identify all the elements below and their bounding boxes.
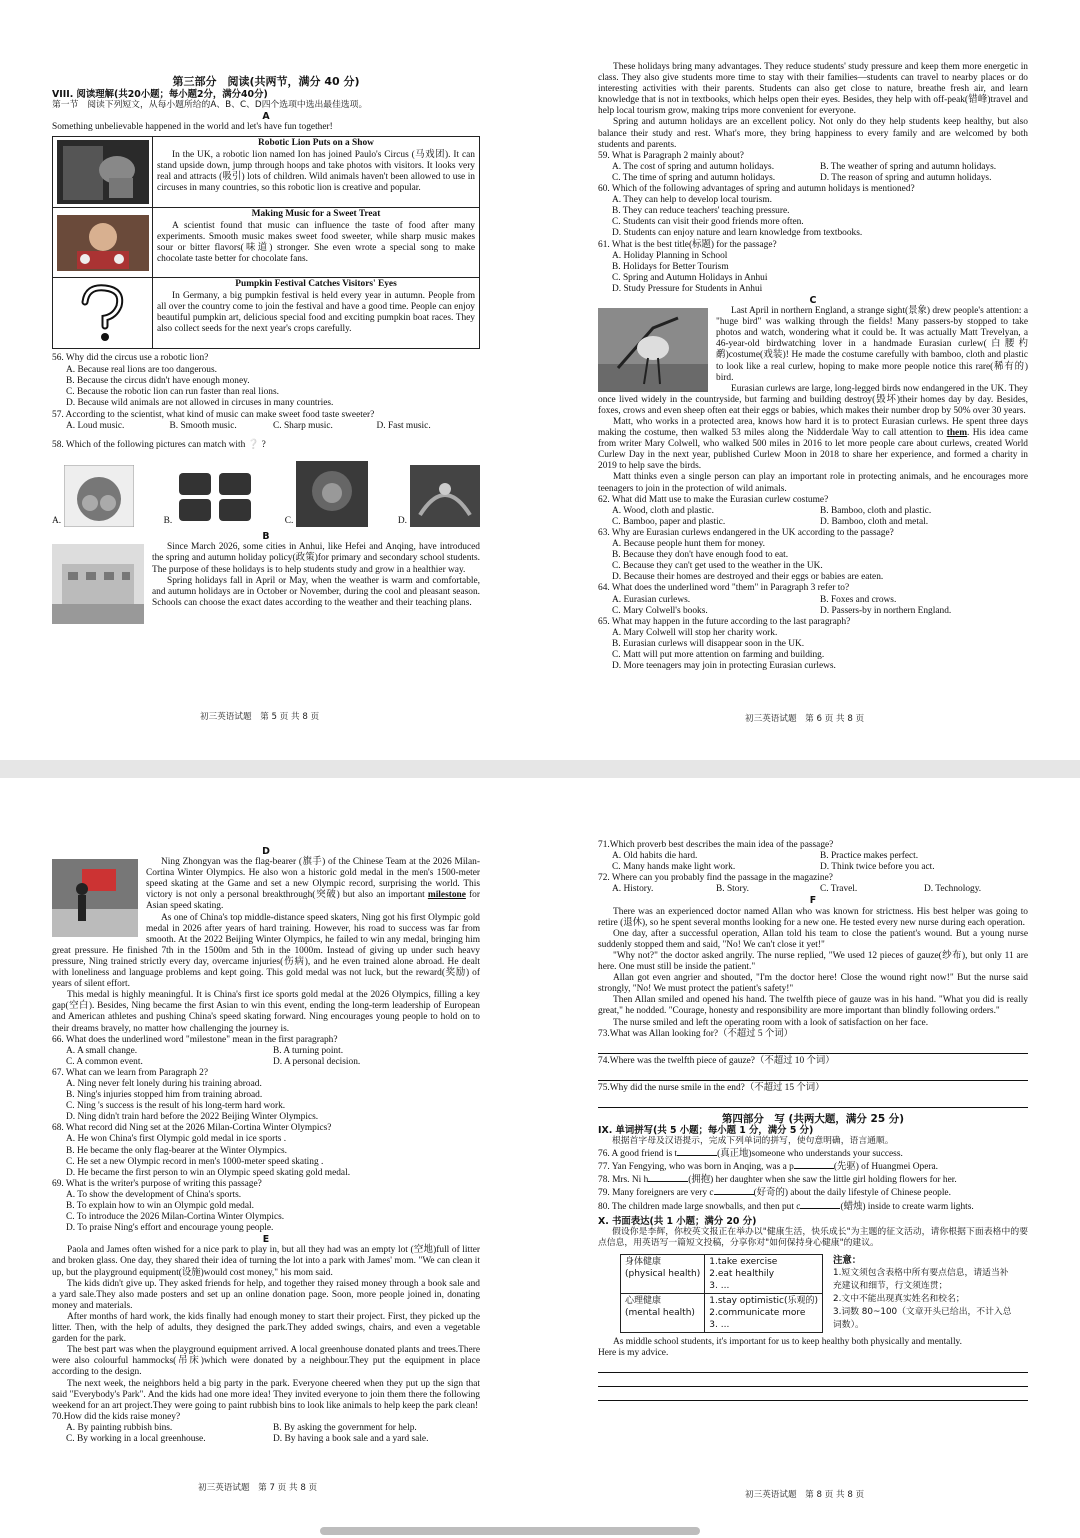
- passage-b-letter: B: [262, 531, 270, 543]
- option: D. Ning didn't train hard before the 2022 Beijing Winter Olympics.: [66, 1112, 319, 1123]
- text-span: . His idea came from writer Mary Colwell, who walked 500 miles in 2016 to let more people care about curlews, created World Curlew Day in the next year, published Curlew Moon in 2018 to share her experience, and formed a charity in 2019 to help save the birds.: [598, 428, 1028, 472]
- option-label: B.: [163, 516, 173, 527]
- question-64: 64. What does the underlined word "them" in Paragraph 3 refer to?: [598, 583, 850, 594]
- speed-skater-photo: [52, 859, 138, 937]
- news-item: [53, 278, 479, 348]
- passage-f-paragraph: There was an experienced doctor named Allan who was known for strictness. His best helper was going to retire (退休), so he spent several months looking for a new one. He tested every new nurse during each operation.: [598, 906, 1028, 928]
- option: D. Technology.: [924, 884, 982, 895]
- question-75: 75.Why did the nurse smile in the end?（不超过 15 个词）: [598, 1082, 825, 1093]
- passage-f-paragraph: One day, after a successful operation, Allan told his team to close the patient's wound. But a young nurse suddenly stopped them and said, "No! We can't close it yet!": [598, 928, 1028, 950]
- option: D. Think twice before you act.: [820, 862, 935, 873]
- option: D. Passers-by in northern England.: [820, 605, 952, 616]
- writing-line[interactable]: [598, 1389, 1028, 1401]
- question-67: 67. What can we learn from Paragraph 2?: [52, 1067, 209, 1078]
- news-item: [53, 208, 479, 278]
- option: D. More teenagers may join in protecting Eurasian curlews.: [612, 661, 836, 672]
- lion-statue-icon: [296, 461, 368, 527]
- key-cn: 心理健康: [625, 1295, 662, 1306]
- option: A. Mary Colwell will stop her charity work.: [612, 627, 778, 638]
- passage-d-paragraph: As one of China's top middle-distance speed skaters, Ning got his first Olympic gold medal in 2026 after years of hard training. However, his road to success was far from smooth. At the 2022 Beijing Winter Olympics, he failed to win any medal, bringing him great pressure. He finished 7th in the 1500m and 5th in the 1000m. Instead of giving up under such heavy pressure, Ning trained strictly every day, overcame injuries(伤病), and he even trained alone abroad. He dealt with loneliness and language problems and kept going. This gold medal was not luck, but the reward(奖励) of years of silent effort.: [52, 912, 480, 990]
- notes-title: 注意：: [833, 1254, 862, 1266]
- option: B. Story.: [716, 884, 749, 895]
- question-65: 65. What may happen in the future according to the last paragraph?: [598, 616, 851, 627]
- option: A. Ning never felt lonely during his training abroad.: [66, 1078, 262, 1089]
- question-59: 59. What is Paragraph 2 mainly about?: [598, 150, 744, 161]
- news-body: In the UK, a robotic lion named Ion has joined Paulo's Circus (马戏团). It can stand upside down, jump through hoops and take photos with visitors. It looks very real and attracts (吸引) lots of children. Wild animals haven't been allowed to use in circuses in many countries, so this robotic lion is creative and popular.: [157, 149, 475, 193]
- spelling-78: [598, 1173, 1028, 1186]
- options-row: [598, 884, 1028, 895]
- option: C. Mary Colwell's books.: [612, 605, 708, 616]
- news-title: Robotic Lion Puts on a Show: [258, 138, 374, 149]
- option: C. By working in a local greenhouse.: [66, 1433, 206, 1444]
- text-span: Matt, who works in a protected area, knows how hard it is to protect Eurasian curlews. He spent three days making the costume, then walked 53 miles along the Nidderdale Way to call attention to: [598, 417, 1028, 439]
- option: B. By asking the government for help.: [273, 1422, 417, 1433]
- tip-item: 1.take exercise: [709, 1256, 778, 1267]
- question-62: 62. What did Matt use to make the Eurasian curlew costume?: [598, 494, 829, 505]
- text-span: (拥抱) her daughter when she saw the little girl holding flowers for her.: [688, 1175, 957, 1186]
- options-row: [52, 1423, 480, 1434]
- option: B. Because they don't have enough food to eat.: [612, 550, 789, 561]
- passage-b-paragraph: Since March 2026, some cities in Anhui, like Hefei and Anqing, have introduced the spring and autumn holiday policy(政策)for primary and secondary school students. The purpose of these holidays is to help students study and grow in a healthier way.: [152, 542, 480, 575]
- tip-item: 1.stay optimistic(乐观的): [709, 1295, 818, 1306]
- tip-item: 2.eat healthily: [709, 1268, 775, 1279]
- question-70: 70.How did the kids raise money?: [52, 1411, 181, 1422]
- music-dancer-icon: [410, 465, 480, 527]
- question-58-end: ?: [261, 440, 266, 451]
- notes-box: [833, 1254, 1013, 1333]
- blank-field[interactable]: [800, 1200, 840, 1209]
- key-en: (mental health): [625, 1307, 695, 1318]
- option: A. Because people hunt them for money.: [612, 539, 765, 550]
- option: A. Holiday Planning in School: [612, 250, 728, 261]
- question-61: 61. What is the best title(标题) for the passage?: [598, 239, 777, 250]
- passage-f-paragraph: The nurse smiled and left the operating room with a look of satisfaction on her face.: [613, 1017, 929, 1028]
- spelling-76: [598, 1147, 1028, 1160]
- passage-c-letter: C: [809, 294, 817, 306]
- passage-b-paragraph: Spring holidays fall in April or May, when the weather is warm and comfortable, and autumn holidays are in October or November, during the cool and pleasant season. Schools can choose the exact dates according to the weather and their teaching plans.: [152, 575, 480, 608]
- page-7: [52, 846, 480, 1445]
- news-title: Pumpkin Festival Catches Visitors' Eyes: [235, 279, 397, 290]
- passage-a-letter: A: [262, 111, 270, 123]
- passage-f-paragraph: Allan got even angrier and shouted, "I'm the doctor here! Close the wound right now!" But the nurse said strongly, "No! We must protect the patient's safety!": [598, 973, 1028, 995]
- question-72: 72. Where can you probably find the passage in the magazine?: [598, 873, 833, 884]
- option: C. He set a new Olympic record in men's 1000-meter speed skating .: [66, 1156, 324, 1167]
- writing-line[interactable]: [598, 1375, 1028, 1387]
- spelling-80: [598, 1200, 1028, 1213]
- question-68: 68. What record did Ning set at the 2026 Milan-Cortina Winter Olympics?: [52, 1123, 332, 1134]
- option: A. Old habits die hard.: [612, 851, 698, 862]
- question-73: 73.What was Allan looking for?（不超过 5 个词）: [598, 1028, 794, 1039]
- passage-c-paragraph: [598, 417, 1028, 472]
- passage-e-paragraph: After months of hard work, the kids finally had enough money to start their project. First, they picked up the litter. Then, with the help of adults, they designed the park.They added swings, chairs, and even a vegetable garden for the park.: [52, 1311, 480, 1345]
- option: A. Wood, cloth and plastic.: [612, 505, 714, 516]
- option: A. To show the development of China's sports.: [66, 1189, 242, 1200]
- option: A. A small change.: [66, 1045, 138, 1056]
- part-10-heading: X. 书面表达(共 1 小题；满分 20 分): [598, 1215, 757, 1227]
- question-58: [52, 440, 480, 451]
- option: A. He won China's first Olympic gold medal in ice sports .: [66, 1134, 287, 1145]
- news-body: A scientist found that music can influence the taste of food after many experiments. Smooth music makes sweet food sweeter, while sharp music makes sour or bitter flavors(味道) stronger. She even wrote a special song to make chocolate taste better for chocolate fans.: [157, 220, 475, 264]
- question-58-text: 58. Which of the following pictures can match with: [52, 440, 246, 451]
- option: C. Spring and Autumn Holidays in Anhui: [612, 272, 768, 283]
- page-6: [598, 62, 1028, 672]
- option: D. To praise Ning's effort and encourage young people.: [66, 1223, 274, 1234]
- option: B. To explain how to win an Olympic gold medal.: [66, 1201, 254, 1211]
- news-item: [53, 137, 479, 208]
- option: B. The weather of spring and autumn holidays.: [820, 161, 997, 172]
- option: C. A common event.: [66, 1056, 143, 1067]
- exam-sheet-top: [0, 0, 1080, 760]
- option: C. Travel.: [820, 884, 858, 895]
- option: B. A turning point.: [273, 1045, 344, 1056]
- option: B. Eurasian curlews will disappear soon in the UK.: [612, 638, 805, 649]
- writing-prompt-area: [598, 1254, 1028, 1333]
- option: A. Loud music.: [66, 421, 125, 432]
- essay-start-2: Here is my advice.: [598, 1348, 669, 1358]
- page-footer: 初三英语试题 第 5 页 共 8 页: [200, 712, 320, 722]
- page-5: [52, 0, 480, 626]
- page-footer: 初三英语试题 第 6 页 共 8 页: [745, 714, 865, 724]
- part-9-instructions: 根据首字母及汉语提示，完成下列单词的拼写，使句意明确，语言通顺。: [612, 1136, 894, 1147]
- table-key: [621, 1293, 705, 1332]
- options-row: [598, 862, 1028, 873]
- passage-b-paragraph: These holidays bring many advantages. They reduce students' study pressure and keep them more energetic in class. They also give students more time to stay with their families—students can travel to nearby places or do interesting activities with their parents. Students can also get close to nature, breathe fresh air, and learn knowledge that is not in textbooks, which helps open their eyes. Besides, they help with off-peak(错峰)travel and help local tourism grow, making trips more convenient for everyone.: [598, 62, 1028, 117]
- page-8: [598, 840, 1028, 1403]
- table-key: [621, 1254, 705, 1293]
- text-span: 77. Yan Fengying, who was born in Anqing, was a p: [598, 1162, 794, 1173]
- underlined-word-them: them: [946, 428, 968, 439]
- passage-c-paragraph: Last April in northern England, a strange sight(景象) drew people's attention: a "huge bird" was walking through the fields! Many passers-by stopped to take photos and watch, wondering what it could be. It was actually Matt Trevelyan, a 46-year-old birdwatching lover in a handmade Eurasian curlew(白腰杓鹬)costume(戏装)! He made the costume carefully with bamboo, cloth and plastic to look like a real curlew, hoping to make more people notice this rare(稀有的) bird.: [716, 306, 1028, 383]
- passage-a-intro: Something unbelievable happened in the world and let's have fun together!: [52, 122, 333, 133]
- passage-e-paragraph: The next week, the neighbors held a big party in the park. Everyone cheered when they put up the sign that said "Everybody's Park". And the kids had one more idea! They invited everyone to join them there the following weekend for an art project.They were going to paint rubbish bins to look like animals to help keep the park clean!: [52, 1378, 480, 1411]
- text-span: (蜡烛) inside to create warm lights.: [840, 1201, 974, 1212]
- options-row: [598, 162, 1028, 173]
- underlined-word-milestone: milestone: [427, 890, 466, 901]
- option: C. Many hands make light work.: [612, 862, 736, 873]
- question-74: 74.Where was the twelfth piece of gauze?（不超过 10 个词）: [598, 1055, 835, 1066]
- curlew-costume-photo: [598, 308, 708, 392]
- option: B. Because the circus didn't have enough money.: [66, 375, 250, 386]
- option: B. He became the only flag-bearer at the Winter Olympics.: [66, 1145, 287, 1156]
- option: C. Because the robotic lion can run faster than real lions.: [66, 386, 279, 397]
- passage-e-paragraph: The best part was when the playground equipment arrived. A local greenhouse donated plants and trees.There were also colourful hammocks(吊床)which were donated by a neighbour.They put the equipment in place according to the design.: [52, 1345, 480, 1378]
- passage-c-paragraph: Eurasian curlews are large, long-legged birds now endangered in the UK. They once lived widely in the countryside, but farming and building destroy(毁坏)their homes day by day. Besides, foxes, crows and even sheep often eat their eggs or babies, which makes their number drop by 50% over 30 years.: [598, 383, 1028, 416]
- passage-e-paragraph: The kids didn't give up. They asked friends for help, and together they raised money through a book sale and a yard sale.They also made posters and set up an online donation page. Soon, more people joined in, donating money and materials.: [52, 1278, 480, 1311]
- blank-field[interactable]: [794, 1160, 834, 1169]
- question-57: 57. According to the scientist, what kind of music can make sweet food taste sweeter?: [52, 409, 375, 420]
- text-span: 80. The children made large snowballs, and then put c: [598, 1201, 801, 1212]
- option: A. They can help to develop local tourism.: [612, 195, 772, 206]
- option: B. Foxes and crows.: [820, 594, 897, 605]
- blank-field[interactable]: [677, 1147, 717, 1156]
- option: A. Because real lions are too dangerous.: [66, 364, 217, 375]
- page-footer: 初三英语试题 第 7 页 共 8 页: [198, 1483, 318, 1493]
- section-1-instructions: 第一节 阅读下列短文，从每小题所给的A、B、C、D四个选项中选出最佳选项。: [52, 100, 368, 111]
- options-row: [598, 173, 1028, 184]
- text-span: 76. A good friend is t: [598, 1149, 678, 1160]
- option: D. Because their homes are destroyed and their eggs or babies are eaten.: [612, 572, 884, 583]
- blank-field[interactable]: [648, 1173, 688, 1182]
- text-span: for Asian speed skating.: [146, 890, 480, 912]
- part-10-instructions: 假设你是李辉，你校英文报正在举办以"健康生活，快乐成长"为主题的征文活动，请你根据下面表格中的要点信息，用英语写一篇短文投稿，分享你对"如何保持身心健康"的建议。: [598, 1226, 1028, 1248]
- option: A. The cost of spring and autumn holidays.: [612, 161, 775, 172]
- option: D. The reason of spring and autumn holidays.: [820, 172, 992, 183]
- option-label: A.: [52, 516, 62, 527]
- question-60: 60. Which of the following advantages of spring and autumn holidays is mentioned?: [598, 184, 915, 195]
- part-8-heading: VIII. 阅读理解(共20小题；每小题2分，满分40分): [52, 89, 268, 101]
- text-span: 78. Mrs. Ni h: [598, 1175, 649, 1186]
- recycle-bins-icon: [175, 465, 255, 527]
- question-69: 69. What is the writer's purpose of writing this passage?: [52, 1178, 262, 1189]
- table-row: [621, 1254, 823, 1293]
- news-body: In Germany, a big pumpkin festival is held every year in autumn. People from all over the country come to join the festival and have a good time. People can enjoy beautiful pumpkin art, delicious special food and exciting pumpkin boat races. They also collect seeds for the next year's crops carefully.: [157, 290, 475, 334]
- answer-line[interactable]: [598, 1096, 1028, 1108]
- option: D. Fast music.: [376, 421, 431, 432]
- passage-e-paragraph: Paola and James often wished for a nice park to play in, but all they had was an empty lot (空地)full of litter and broken glass. One day, they shared their idea of turning the lot into a park with James' mom. "We can clean it up, but the playground equipment(设施)would cost money," his mom said.: [52, 1245, 480, 1278]
- options-row: [52, 421, 480, 432]
- option: D. Bamboo, cloth and metal.: [820, 516, 929, 527]
- spelling-77: [598, 1160, 1028, 1173]
- option: B. They can reduce teachers' teaching pressure.: [612, 206, 790, 217]
- text-span: (好奇的) about the daily lifestyle of Chinese people.: [753, 1188, 951, 1199]
- options-row: [598, 851, 1028, 862]
- options-row: [598, 517, 1028, 528]
- option: B. Practice makes perfect.: [820, 851, 919, 862]
- text-span: 79. Many foreigners are very c: [598, 1188, 714, 1199]
- key-cn: 身体健康: [625, 1256, 662, 1267]
- option: C. Sharp music.: [273, 421, 333, 432]
- passage-f-paragraph: "Why not?" the doctor asked angrily. The nurse replied, "We used 12 pieces of gauze(纱布), but only 11 are here. One must still be inside the patient.": [598, 950, 1028, 973]
- music-food-photo: [53, 208, 153, 277]
- section-title: 第三部分 阅读(共两节，满分 40 分): [172, 75, 360, 88]
- options-row: [52, 1057, 480, 1068]
- key-en: (physical health): [625, 1268, 701, 1279]
- passage-c-paragraph: Matt thinks even a single person can play an important role in protecting animals, and he encourages more teenagers to join in the protection of wild animals.: [598, 472, 1028, 494]
- question-63: 63. Why are Eurasian curlews endangered in the UK according to the passage?: [598, 527, 894, 538]
- question-mark-icon: [53, 278, 153, 348]
- note-item: 3.词数 80~100（文章开头已给出，不计入总词数）。: [833, 1306, 1012, 1330]
- option: D. Students can enjoy nature and learn knowledge from textbooks.: [612, 228, 863, 239]
- table-value: [705, 1293, 823, 1332]
- school-building-photo: [52, 544, 144, 624]
- option: D. By having a book sale and a yard sale.: [273, 1433, 429, 1444]
- option: D. A personal decision.: [273, 1056, 361, 1067]
- writing-line[interactable]: [598, 1361, 1028, 1373]
- note-item: 2.文中不能出现真实姓名和校名；: [833, 1293, 965, 1304]
- spelling-79: [598, 1186, 1028, 1199]
- pumpkin-picture-icon: [64, 465, 134, 527]
- option: C. Matt will put more attention on farming and building.: [612, 649, 825, 660]
- option: D. He became the first person to win an Olympic speed skating gold medal.: [66, 1167, 351, 1178]
- option-label: C.: [284, 516, 294, 527]
- essay-start: As middle school students, it's important for us to keep healthy both physically and mentally.: [613, 1336, 962, 1347]
- option: A. By painting rubbish bins.: [66, 1422, 173, 1433]
- text-span: Ning Zhongyan was the flag-bearer (旗手) of the Chinese Team at the 2026 Milan-Cortina Winter Olympics. He also won a historic gold medal in the men's 1500-meter speed skating at the Game and set a new Olympic record, surprising the world. This victory is not only a personal breakthrough(突破) but also an important: [146, 857, 480, 901]
- options-row: [598, 595, 1028, 606]
- option: A. Eurasian curlews.: [612, 594, 691, 605]
- part-4-heading: 第四部分 写 (共两大题，满分 25 分): [721, 1112, 905, 1125]
- option: C. Bamboo, paper and plastic.: [612, 516, 726, 527]
- option: C. Because they can't get used to the weather in the UK.: [612, 561, 823, 572]
- answer-line[interactable]: [598, 1042, 1028, 1054]
- blank-field[interactable]: [714, 1186, 754, 1195]
- note-item: 1.短文须包含表格中所有要点信息，请适当补充建议和细节，行文须连贯；: [833, 1267, 1009, 1291]
- option: A. History.: [612, 884, 654, 895]
- text-span: (真正地)someone who understands your success.: [717, 1149, 903, 1160]
- page-footer: 初三英语试题 第 8 页 共 8 页: [745, 1490, 865, 1500]
- tips-table: [620, 1254, 823, 1333]
- question-71: 71.Which proverb best describes the main idea of the passage?: [598, 840, 834, 850]
- small-question-mark-icon: ❔: [247, 440, 260, 451]
- tip-item: 2.communicate more: [709, 1307, 806, 1318]
- option: D. Because wild animals are not allowed in circuses in many countries.: [66, 397, 334, 408]
- text-span: (先驱) of Huangmei Opera.: [833, 1162, 938, 1173]
- tip-item: 3. ...: [709, 1319, 730, 1330]
- tip-item: 3. ...: [709, 1280, 730, 1291]
- option-label: D.: [397, 516, 407, 527]
- table-row: [621, 1293, 823, 1332]
- answer-line[interactable]: [598, 1069, 1028, 1081]
- option: C. The time of spring and autumn holidays.: [612, 172, 776, 183]
- option: C. Students can visit their good friends more often.: [612, 217, 804, 228]
- q58-options-images: [52, 461, 480, 527]
- robot-lion-photo: [53, 137, 153, 207]
- options-row: [52, 1046, 480, 1057]
- passage-e-letter: E: [262, 1234, 270, 1246]
- passage-f-paragraph: Then Allan smiled and opened his hand. The twelfth piece of gauze was in his hand. "What you did is really great," he nodded. "Courage, honesty and responsibility are more important than blindly following orders.": [598, 995, 1028, 1017]
- options-row: [52, 1434, 480, 1445]
- table-value: [705, 1254, 823, 1293]
- option: B. Smooth music.: [169, 421, 237, 432]
- option: B. Bamboo, cloth and plastic.: [820, 505, 932, 516]
- option: C. Ning 's success is the result of his long-term hard work.: [66, 1101, 286, 1112]
- options-row: [598, 606, 1028, 617]
- options-row: [598, 506, 1028, 517]
- option: C. To introduce the 2026 Milan-Cortina Winter Olympics.: [66, 1212, 285, 1223]
- exam-sheet-bottom: [0, 778, 1080, 1538]
- horizontal-scrollbar[interactable]: [320, 1527, 700, 1535]
- news-title: Making Music for a Sweet Treat: [251, 209, 381, 220]
- question-56: 56. Why did the circus use a robotic lion?: [52, 353, 209, 364]
- passage-f-letter: F: [809, 895, 817, 907]
- option: D. Study Pressure for Students in Anhui: [612, 283, 763, 294]
- passage-b-paragraph: Spring and autumn holidays are an excellent policy. Not only do they help students keep healthy, but also balance their study and rest. What's more, they bring happiness to every family and are welcomed by both students and parents.: [598, 117, 1028, 150]
- option: B. Holidays for Better Tourism: [612, 261, 729, 272]
- passage-d-paragraph: This medal is highly meaningful. It is China's first ice sports gold medal at the 2026 Olympics, filling a key gap(空白). Besides, Ning became the first Asian to win this event, ending the long-term leadership of European and American athletes and pushing China's speed skating forward. Ning encourages young people to hold on to their dreams bravely, no matter how challenging the journey is.: [52, 990, 480, 1034]
- part-9-heading: IX. 单词拼写(共 5 小题；每小题 1 分，满分 5 分): [598, 1124, 814, 1136]
- option: B. Ning's injuries stopped him from training abroad.: [66, 1090, 263, 1101]
- passage-d-letter: D: [262, 846, 270, 857]
- question-66: 66. What does the underlined word "milestone" mean in the first paragraph?: [52, 1034, 338, 1045]
- news-table: [52, 136, 480, 349]
